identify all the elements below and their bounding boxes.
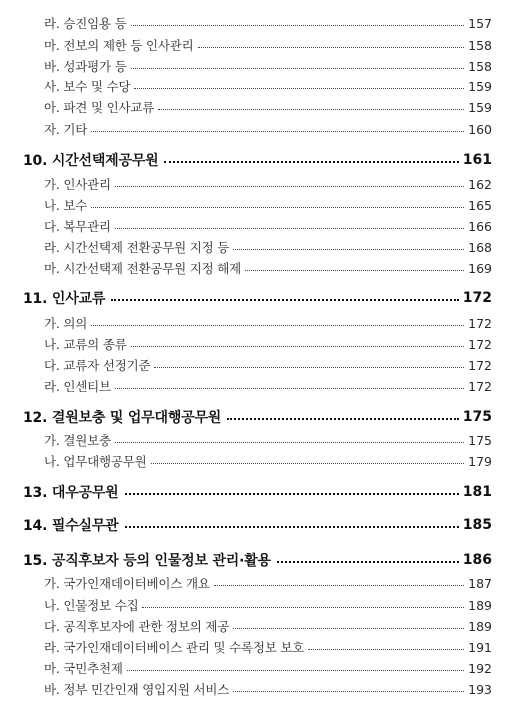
toc-subsection-entry[interactable] — [0, 595, 508, 615]
toc-page-number: 172 — [468, 315, 492, 331]
toc-dot-leader — [308, 649, 464, 650]
toc-entry-title: 11. 인사교류 — [23, 291, 106, 307]
toc-entry-title: 바. 성과평가 등 — [44, 59, 127, 74]
toc-entry-title: 라. 인센티브 — [44, 379, 111, 394]
toc-entry-title: 나. 교류의 종류 — [44, 337, 127, 352]
toc-dot-leader — [125, 493, 459, 495]
toc-page-number: 172 — [468, 357, 492, 373]
toc-subsection-entry[interactable] — [0, 376, 508, 396]
toc-subsection-entry[interactable] — [0, 637, 508, 657]
toc-dot-leader — [131, 346, 465, 347]
toc-entry-title: 가. 국가인재데이터베이스 개요 — [44, 576, 210, 591]
toc-subsection-entry[interactable] — [0, 237, 508, 257]
toc-subsection-entry[interactable] — [0, 76, 508, 96]
toc-subsection-entry[interactable] — [0, 119, 508, 139]
toc-subsection-entry[interactable] — [0, 334, 508, 354]
toc-subsection-entry[interactable] — [0, 430, 508, 450]
toc-dot-leader — [158, 109, 464, 110]
toc-dot-leader — [111, 299, 459, 301]
toc-subsection-entry[interactable] — [0, 616, 508, 636]
toc-page-number: 168 — [468, 239, 492, 255]
toc-page-number: 191 — [468, 639, 492, 655]
toc-section-entry[interactable] — [0, 288, 508, 308]
toc-dot-leader — [115, 388, 464, 389]
toc-section-entry[interactable] — [0, 482, 508, 502]
toc-section-entry[interactable] — [0, 150, 508, 170]
toc-entry-title: 라. 국가인재데이터베이스 관리 및 수록정보 보호 — [44, 640, 305, 655]
toc-subsection-entry[interactable] — [0, 679, 508, 699]
toc-page-number: 179 — [468, 453, 492, 469]
toc-entry-title: 다. 복무관리 — [44, 219, 111, 234]
toc-dot-leader — [233, 691, 464, 692]
toc-entry-title: 나. 업무대행공무원 — [44, 454, 147, 469]
toc-subsection-entry[interactable] — [0, 313, 508, 333]
toc-subsection-entry[interactable] — [0, 258, 508, 278]
toc-dot-leader — [233, 249, 464, 250]
toc-page-number: 185 — [462, 517, 492, 533]
toc-section-entry[interactable] — [0, 515, 508, 535]
toc-dot-leader — [115, 186, 464, 187]
toc-page-number: 175 — [468, 432, 492, 448]
toc-entry-title: 자. 기타 — [44, 122, 88, 137]
toc-entry-title: 12. 결원보충 및 업무대행공무원 — [23, 410, 222, 426]
toc-page-number: 159 — [468, 99, 492, 115]
toc-page-number: 192 — [468, 660, 492, 676]
toc-dot-leader — [277, 561, 459, 563]
toc-entry-title: 마. 국민추천제 — [44, 661, 123, 676]
toc-dot-leader — [154, 367, 464, 368]
toc-subsection-entry[interactable] — [0, 573, 508, 593]
toc-dot-leader — [134, 88, 464, 89]
toc-subsection-entry[interactable] — [0, 13, 508, 33]
toc-entry-title: 가. 결원보충 — [44, 433, 111, 448]
toc-entry-title: 14. 필수실무관 — [23, 518, 119, 534]
toc-dot-leader — [91, 325, 464, 326]
toc-entry-title: 나. 보수 — [44, 198, 88, 213]
toc-entry-title: 바. 정부 민간인재 영입지원 서비스 — [44, 682, 230, 697]
toc-page-number: 169 — [468, 260, 492, 276]
toc-subsection-entry[interactable] — [0, 56, 508, 76]
toc-entry-title: 다. 교류자 선정기준 — [44, 358, 151, 373]
toc-page-number: 187 — [468, 575, 492, 591]
toc-dot-leader — [198, 47, 465, 48]
toc-dot-leader — [151, 463, 465, 464]
toc-entry-title: 10. 시간선택제공무원 — [23, 153, 159, 169]
toc-page-number: 166 — [468, 218, 492, 234]
toc-dot-leader — [91, 131, 464, 132]
toc-subsection-entry[interactable] — [0, 216, 508, 236]
toc-dot-leader — [245, 270, 464, 271]
toc-page-number: 172 — [462, 290, 492, 306]
toc-page-number: 175 — [462, 409, 492, 425]
toc-section-entry[interactable] — [0, 407, 508, 427]
toc-dot-leader — [131, 25, 465, 26]
toc-dot-leader — [142, 607, 464, 608]
toc-dot-leader — [164, 161, 458, 163]
toc-entry-title: 15. 공직후보자 등의 인물정보 관리·활용 — [23, 553, 271, 569]
toc-page-number: 159 — [468, 78, 492, 94]
toc-entry-title: 가. 의의 — [44, 316, 88, 331]
toc-entry-title: 나. 인물정보 수집 — [44, 598, 139, 613]
toc-page-number: 189 — [468, 618, 492, 634]
toc-page-number: 162 — [468, 176, 492, 192]
toc-dot-leader — [115, 228, 464, 229]
toc-entry-title: 13. 대우공무원 — [23, 485, 119, 501]
toc-page-number: 157 — [468, 15, 492, 31]
toc-entry-title: 라. 승진임용 등 — [44, 16, 127, 31]
toc-dot-leader — [115, 442, 464, 443]
toc-page-number: 181 — [462, 484, 492, 500]
toc-subsection-entry[interactable] — [0, 355, 508, 375]
toc-page-number: 189 — [468, 597, 492, 613]
toc-dot-leader — [125, 526, 459, 528]
toc-subsection-entry[interactable] — [0, 451, 508, 471]
toc-entry-title: 사. 보수 및 수당 — [44, 79, 131, 94]
toc-page-number: 172 — [468, 378, 492, 394]
toc-entry-title: 가. 인사관리 — [44, 177, 111, 192]
toc-subsection-entry[interactable] — [0, 658, 508, 678]
toc-subsection-entry[interactable] — [0, 35, 508, 55]
toc-page-number: 160 — [468, 121, 492, 137]
toc-dot-leader — [91, 207, 464, 208]
toc-entry-title: 라. 시간선택제 전환공무원 지정 등 — [44, 240, 230, 255]
toc-section-entry[interactable] — [0, 550, 508, 570]
toc-dot-leader — [214, 585, 464, 586]
toc-dot-leader — [227, 418, 459, 420]
toc-page-number: 158 — [468, 37, 492, 53]
toc-dot-leader — [127, 670, 464, 671]
toc-subsection-entry[interactable] — [0, 195, 508, 215]
toc-page-number: 158 — [468, 58, 492, 74]
toc-dot-leader — [131, 68, 465, 69]
toc-entry-title: 아. 파견 및 인사교류 — [44, 100, 155, 115]
toc-page-number: 193 — [468, 681, 492, 697]
toc-page-number: 172 — [468, 336, 492, 352]
toc-page-number: 161 — [462, 152, 492, 168]
toc-subsection-entry[interactable] — [0, 97, 508, 117]
toc-subsection-entry[interactable] — [0, 174, 508, 194]
toc-entry-title: 다. 공직후보자에 관한 정보의 제공 — [44, 619, 230, 634]
toc-page-number: 186 — [462, 552, 492, 568]
toc-entry-title: 마. 전보의 제한 등 인사관리 — [44, 38, 194, 53]
toc-entry-title: 마. 시간선택제 전환공무원 지정 해제 — [44, 261, 241, 276]
toc-page-number: 165 — [468, 197, 492, 213]
toc-dot-leader — [233, 628, 464, 629]
